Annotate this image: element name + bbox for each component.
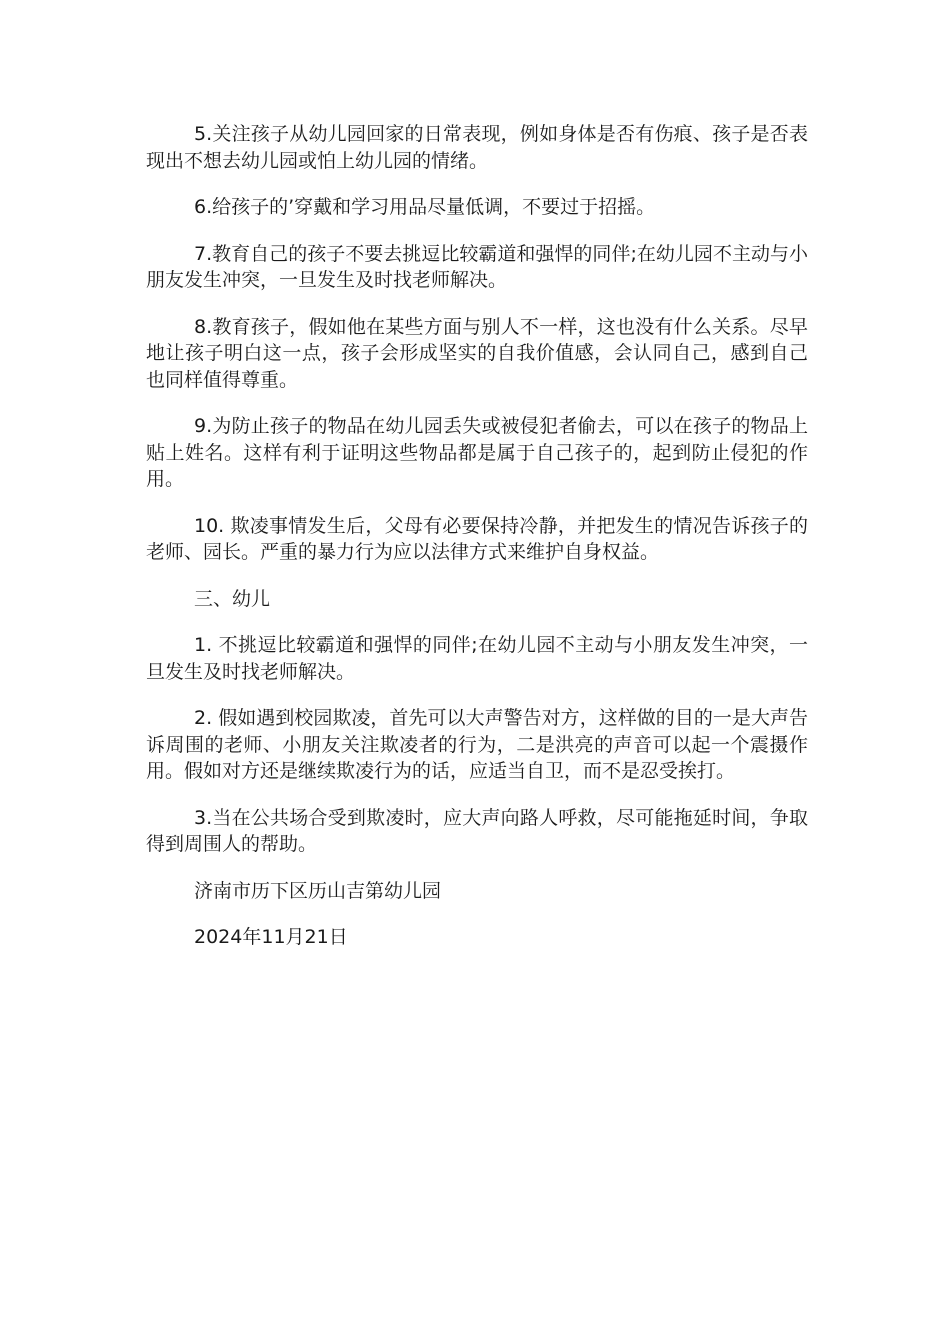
item-9-paragraph: 9.为防止孩子的物品在幼儿园丢失或被侵犯者偷去，可以在孩子的物品上贴上姓名。这样有利于证明这些物品都是属于自己孩子的，起到防止侵犯的作用。 xyxy=(146,415,808,490)
document-body xyxy=(146,121,808,971)
item-5-paragraph: 5.关注孩子从幼儿园回家的日常表现，例如身体是否有伤痕、孩子是否表现出不想去幼儿园或怕上幼儿园的情绪。 xyxy=(146,123,808,172)
item-7-paragraph: 7.教育自己的孩子不要去挑逗比较霸道和强悍的同伴;在幼儿园不主动与小朋友发生冲突，一旦发生及时找老师解决。 xyxy=(146,242,808,291)
item-6-paragraph: 6.给孩子的’穿戴和学习用品尽量低调，不要过于招摇。 xyxy=(194,196,656,218)
child-item-3-paragraph: 3.当在公共场合受到欺凌时，应大声向路人呼救，尽可能拖延时间，争取得到周围人的帮助。 xyxy=(146,806,808,855)
signature-date: 2024年11月21日 xyxy=(194,926,348,948)
item-8-paragraph: 8.教育孩子，假如他在某些方面与别人不一样，这也没有什么关系。尽早地让孩子明白这一点，孩子会形成坚实的自我价值感，会认同自己，感到自己也同样值得尊重。 xyxy=(146,315,808,391)
item-10-paragraph: 10. 欺凌事情发生后，父母有必要保持冷静，并把发生的情况告诉孩子的老师、园长。严重的暴力行为应以法律方式来维护自身权益。 xyxy=(146,514,808,563)
child-item-2-paragraph: 2. 假如遇到校园欺凌，首先可以大声警告对方，这样做的目的一是大声告诉周围的老师、小朋友关注欺凌者的行为，二是洪亮的声音可以起一个震摄作用。假如对方还是继续欺凌行为的话，应适当自卫，而不是忍受挨打。 xyxy=(146,707,808,782)
signature-organization: 济南市历下区历山吉第幼儿园 xyxy=(194,879,442,902)
child-item-1-paragraph: 1. 不挑逗比较霸道和强悍的同伴;在幼儿园不主动与小朋友发生冲突，一旦发生及时找老师解决。 xyxy=(146,634,808,683)
section-heading-children: 三、幼儿 xyxy=(194,587,271,610)
